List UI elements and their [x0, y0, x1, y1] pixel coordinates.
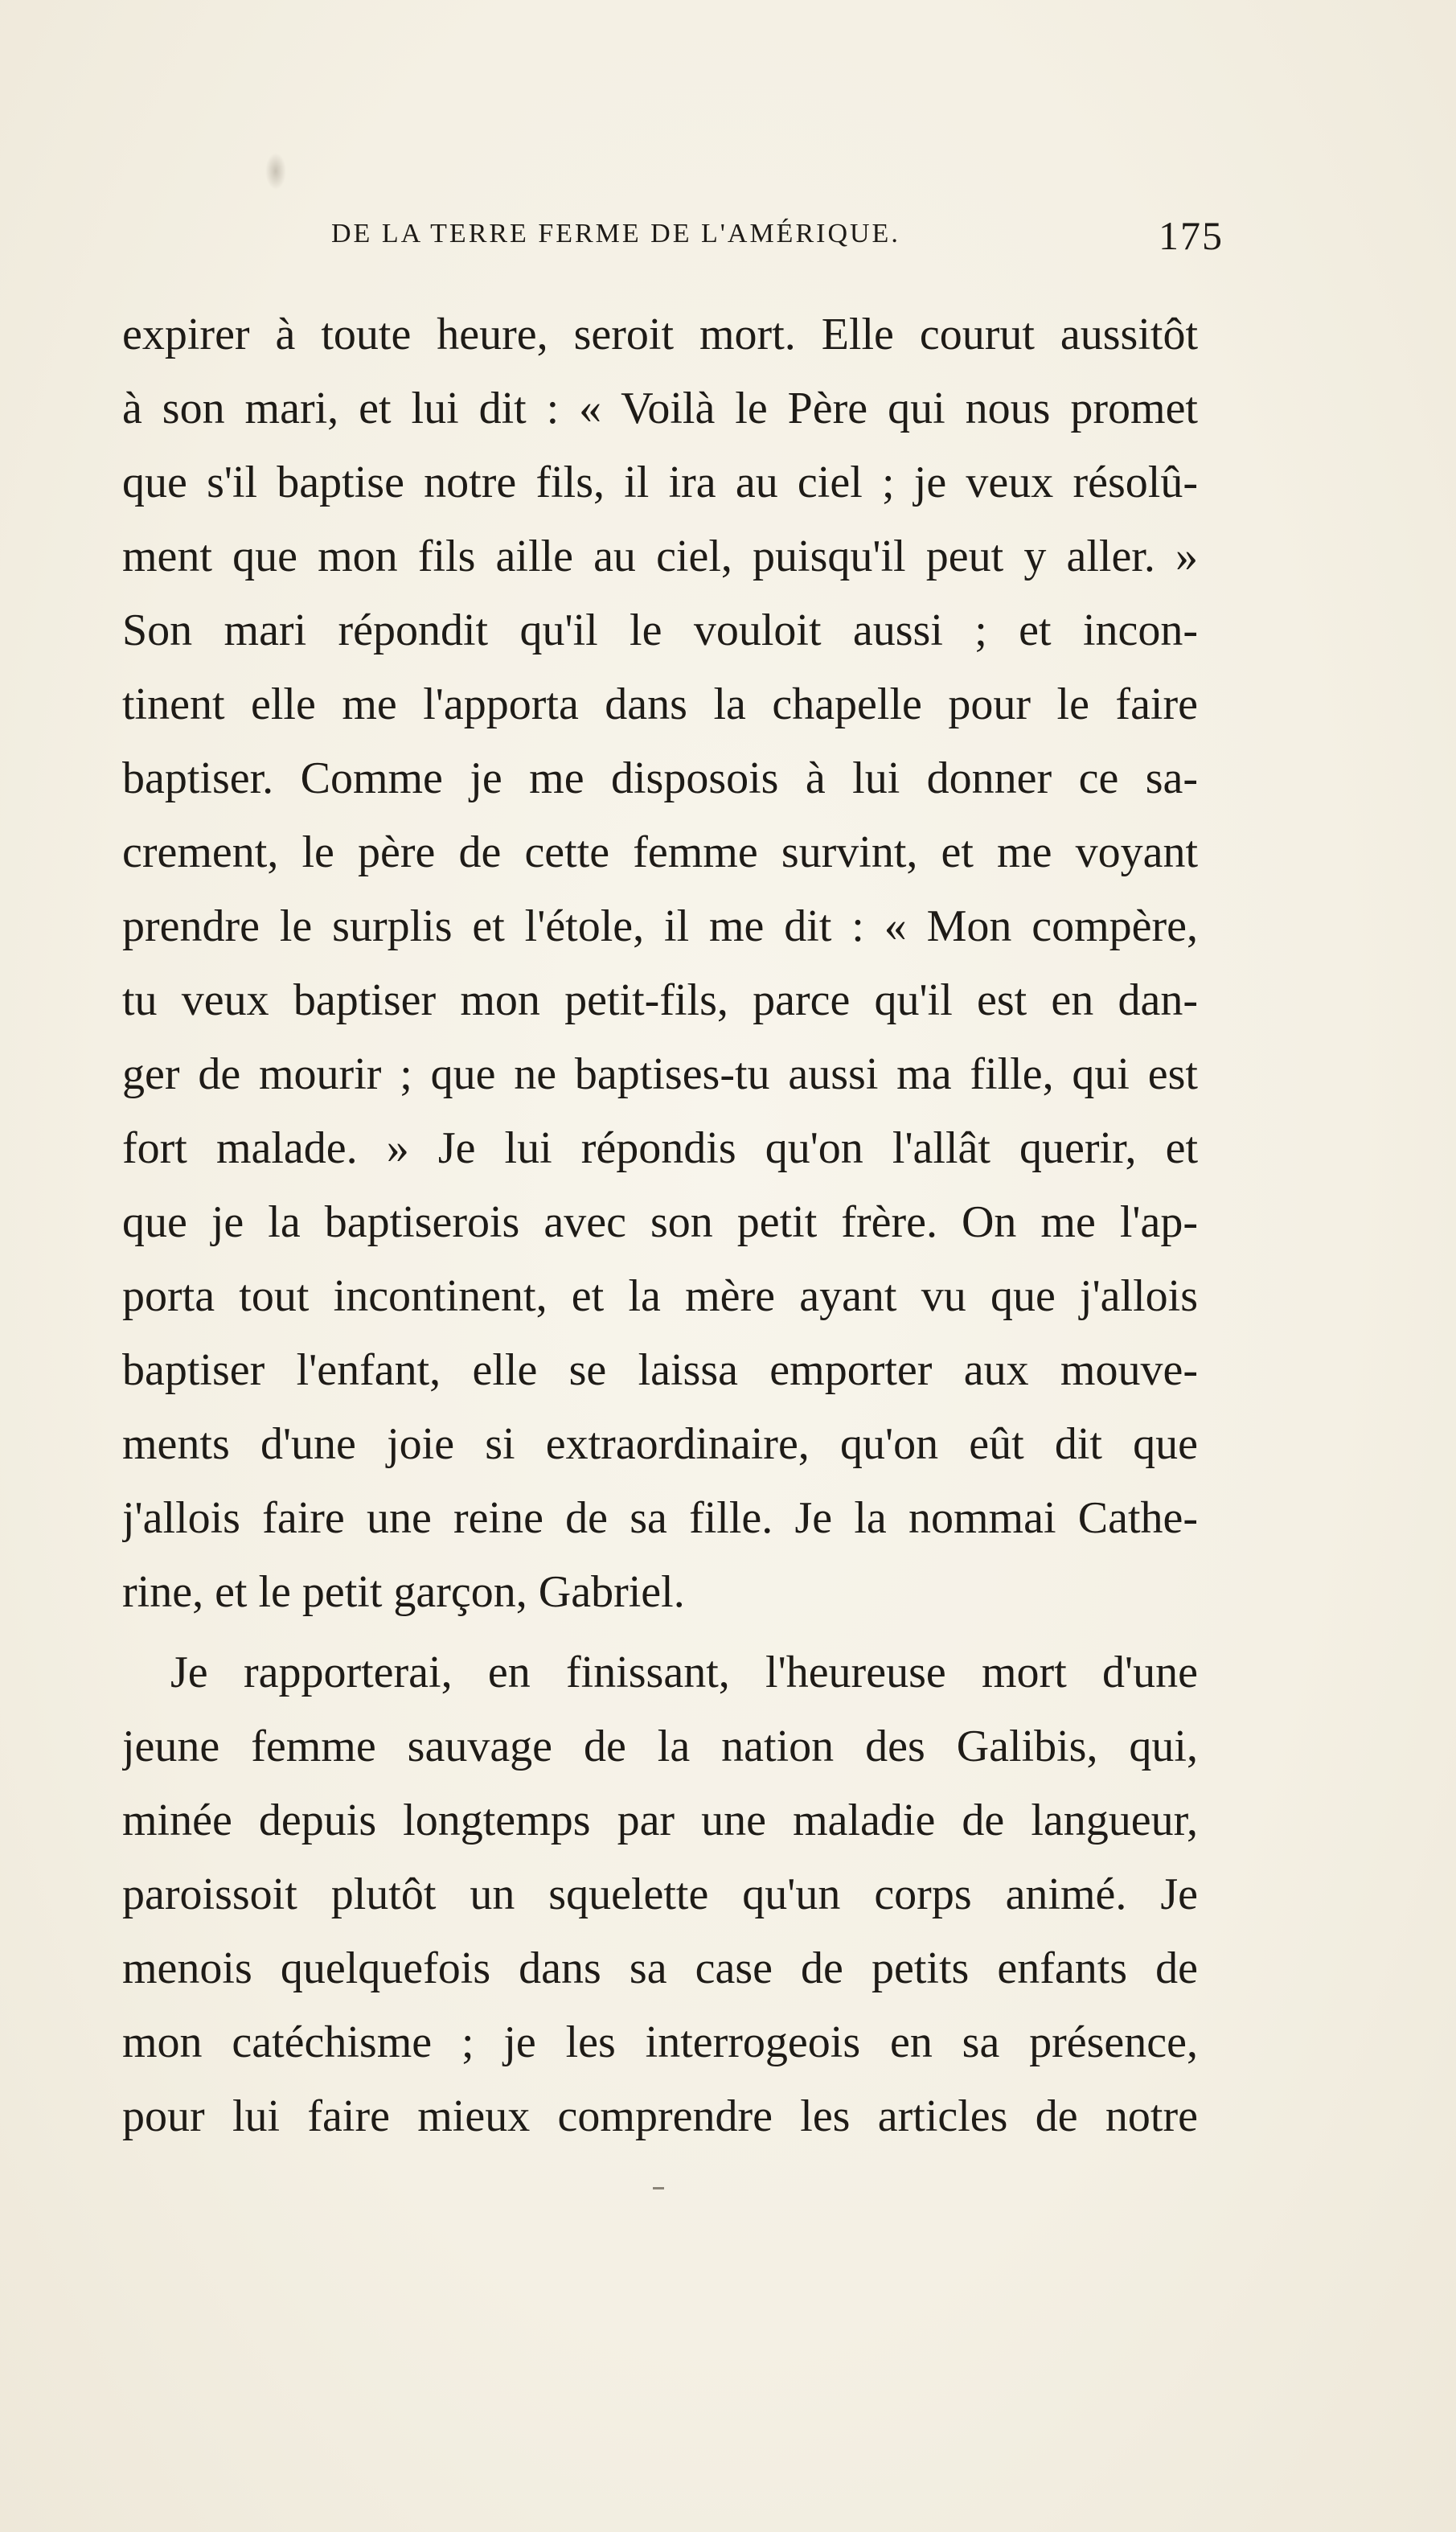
paragraph [122, 1635, 1198, 2153]
text-line: minée depuis longtemps par une maladie de langueur, [122, 1795, 1198, 1845]
page-number: 175 [1159, 213, 1224, 258]
text-line: pour lui faire mieux comprendre les articles de notre [122, 2091, 1198, 2141]
paragraph-gap [122, 1629, 1198, 1635]
text-line: crement, le père de cette femme survint, et me voyant [122, 827, 1198, 877]
ink-smudge [265, 153, 286, 190]
signature-mark [653, 2187, 664, 2189]
text-line: ger de mourir ; que ne baptises-tu aussi ma fille, qui est [122, 1049, 1198, 1099]
running-title: DE LA TERRE FERME DE L'AMÉRIQUE. [331, 219, 900, 248]
text-line: baptiser l'enfant, elle se laissa emporter aux mouve- [122, 1345, 1198, 1395]
text-line: jeune femme sauvage de la nation des Galibis, qui, [122, 1722, 1198, 1771]
body-text [122, 298, 1198, 2153]
text-line: ments d'une joie si extraordinaire, qu'on eût dit que [122, 1419, 1198, 1469]
text-line: j'allois faire une reine de sa fille. Je la nommai Cathe- [122, 1493, 1198, 1543]
paragraph [122, 298, 1198, 1629]
text-line: à son mari, et lui dit : « Voilà le Père qui nous promet [122, 384, 1198, 433]
text-line: baptiser. Comme je me disposois à lui donner ce sa- [122, 753, 1198, 803]
text-line: Je rapporterai, en finissant, l'heureuse mort d'une [170, 1648, 1198, 1697]
text-line: porta tout incontinent, et la mère ayant vu que j'allois [122, 1271, 1198, 1321]
text-line: que je la baptiserois avec son petit frère. On me l'ap- [122, 1197, 1198, 1247]
text-line: expirer à toute heure, seroit mort. Elle courut aussitôt [122, 310, 1198, 359]
text-line: que s'il baptise notre fils, il ira au ciel ; je veux résolû- [122, 458, 1198, 507]
text-line: ment que mon fils aille au ciel, puisqu'il peut y aller. » [122, 531, 1198, 581]
text-line: menois quelquefois dans sa case de petits enfants de [122, 1943, 1198, 1993]
text-line: prendre le surplis et l'étole, il me dit : « Mon compère, [122, 901, 1198, 951]
text-line: fort malade. » Je lui répondis qu'on l'allât querir, et [122, 1123, 1198, 1173]
text-line: tu veux baptiser mon petit-fils, parce qu'il est en dan- [122, 975, 1198, 1025]
text-line: mon catéchisme ; je les interrogeois en sa présence, [122, 2017, 1198, 2067]
text-line: paroissoit plutôt un squelette qu'un corps animé. Je [122, 1869, 1198, 1919]
text-line: Son mari répondit qu'il le vouloit aussi ; et incon- [122, 605, 1198, 655]
text-line: tinent elle me l'apporta dans la chapelle pour le faire [122, 679, 1198, 729]
text-line: rine, et le petit garçon, Gabriel. [122, 1567, 685, 1617]
page-header [331, 213, 1240, 267]
